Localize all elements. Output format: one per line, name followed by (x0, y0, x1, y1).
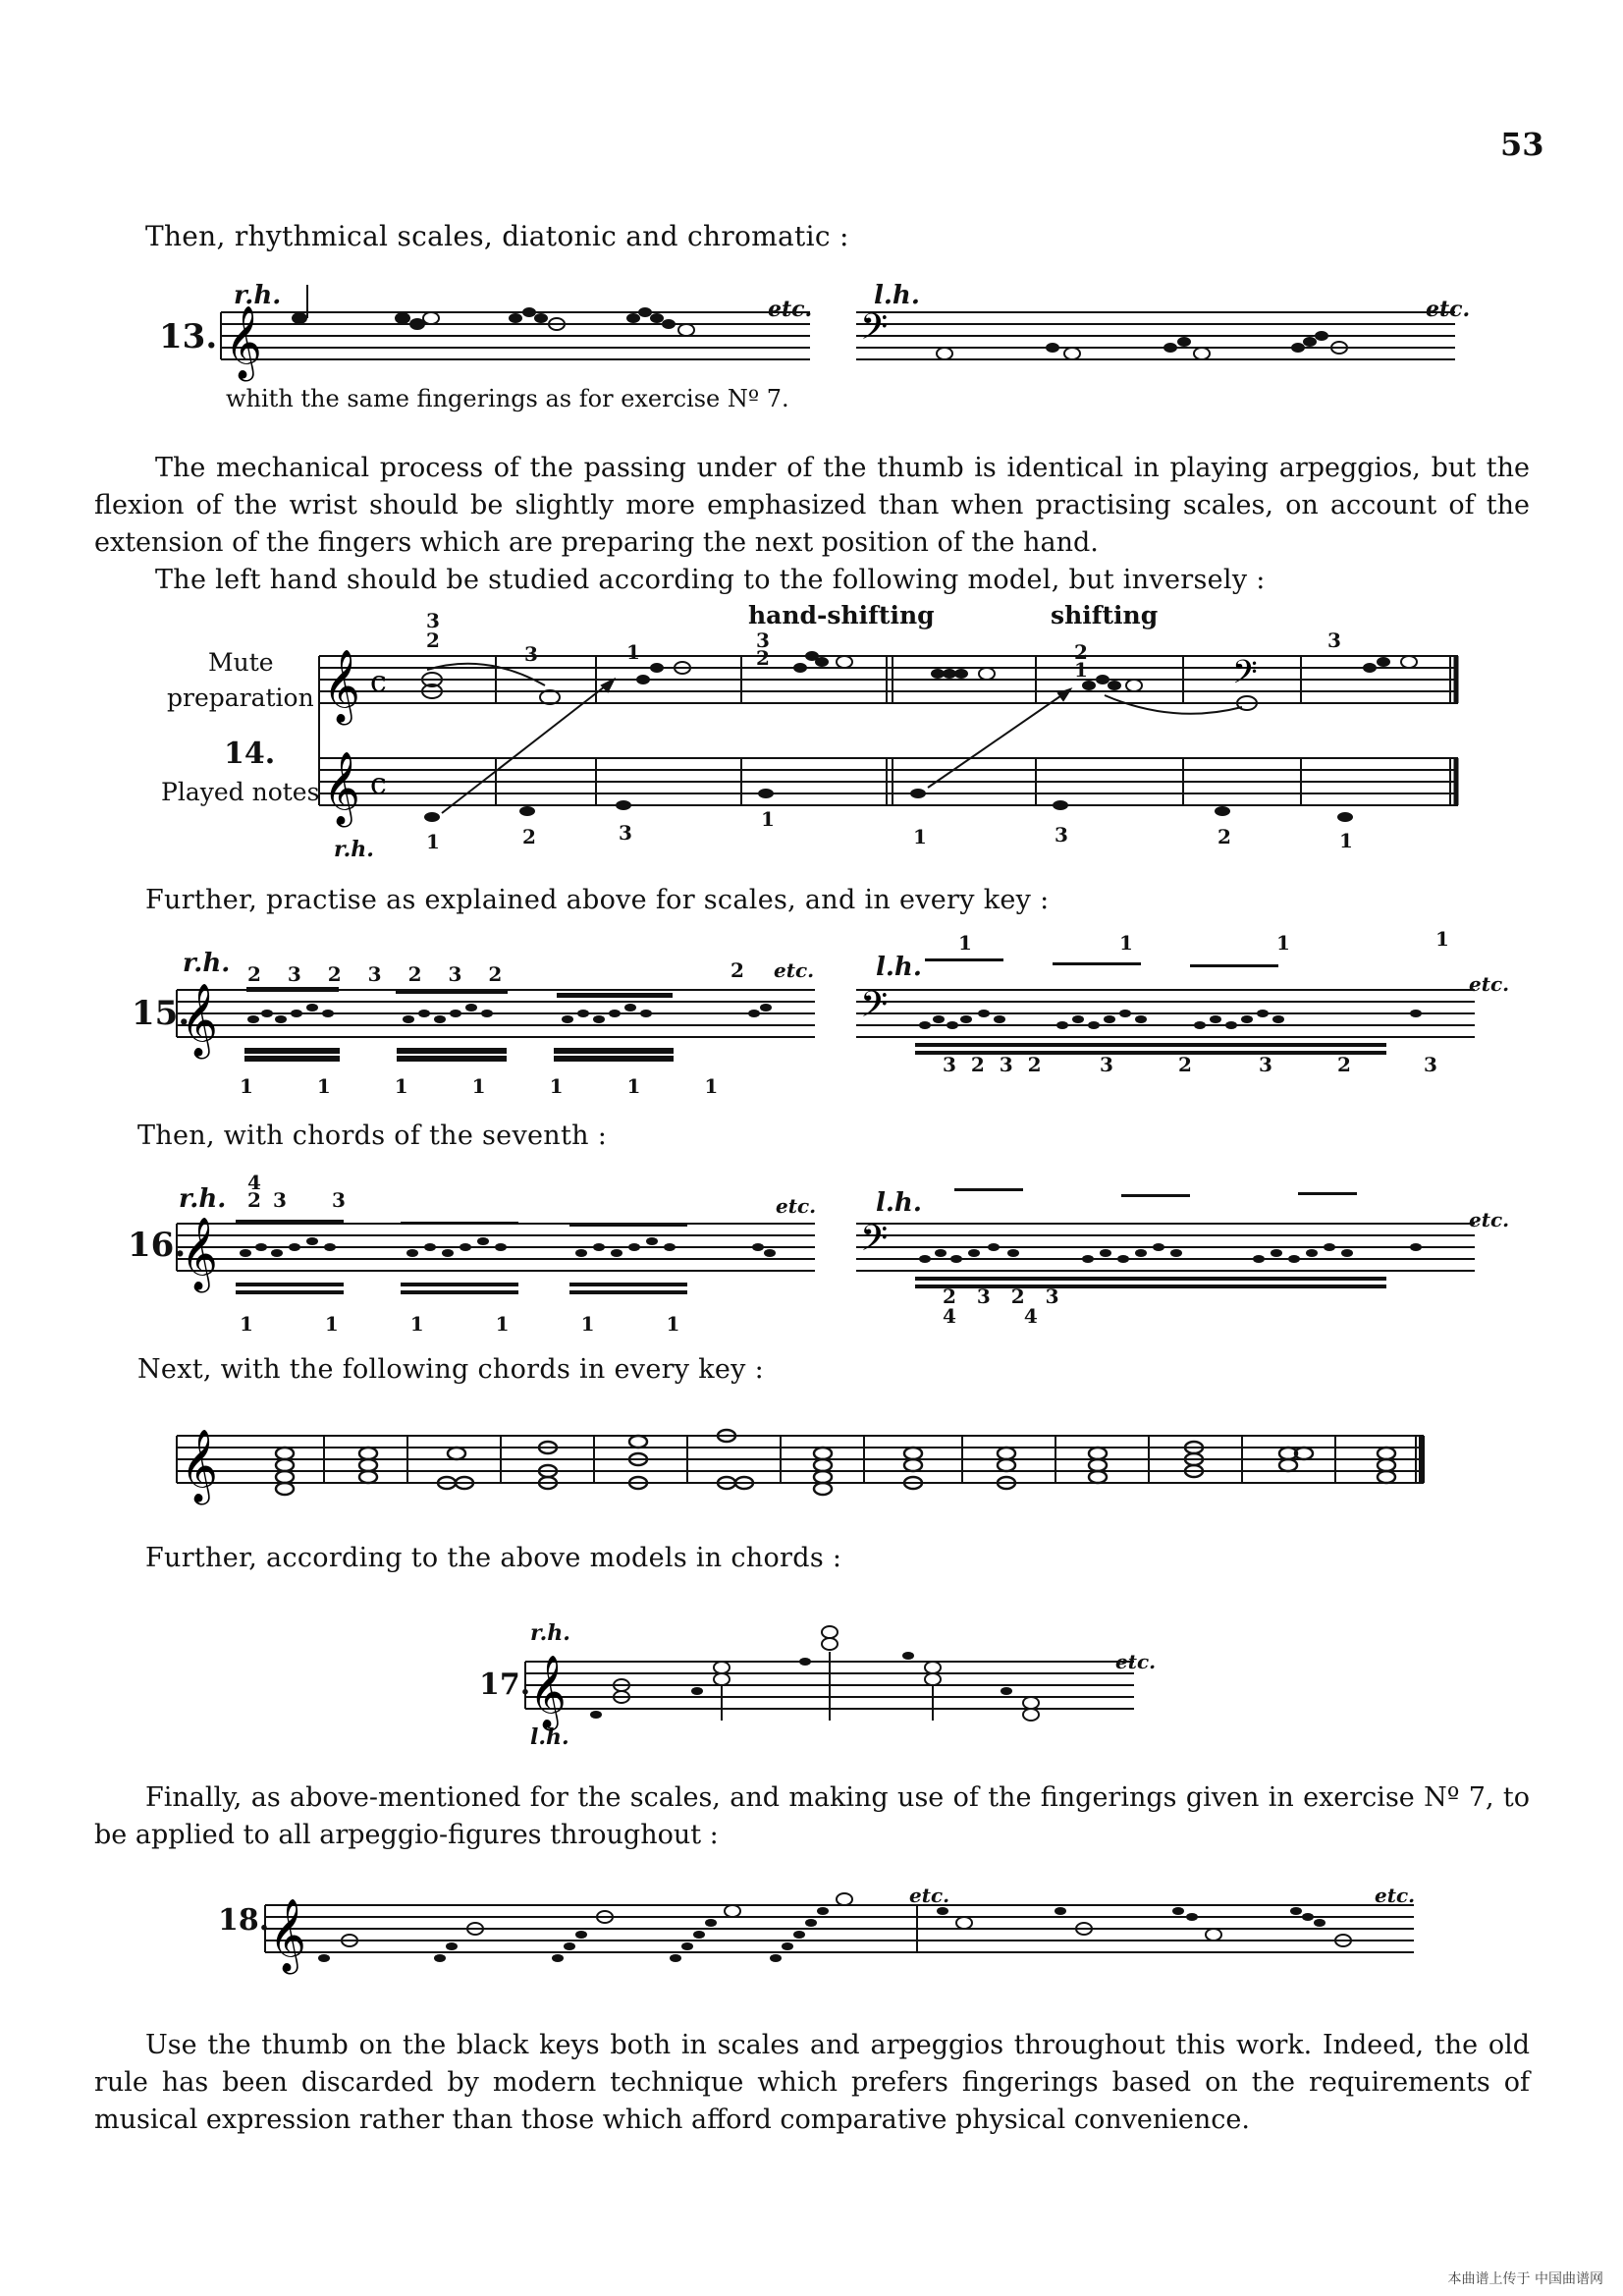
ex13-lh-label: l.h. (874, 281, 920, 310)
ex15-rh-top-f7: 2 (488, 962, 513, 986)
ex15-lh-bottom-fingering (943, 1053, 1042, 1076)
ex14-played-label: Played notes (161, 778, 320, 806)
svg-text:𝄢: 𝄢 (860, 306, 889, 356)
ex13-caption: whith the same fingerings as for exercise Nº 7. (226, 385, 789, 412)
ex15-lh-b1: 3 (943, 1053, 956, 1076)
ex16-rh-bottom-fingering (240, 1312, 679, 1336)
footer-watermark: 本曲谱上传于 中国曲谱网 (1447, 2271, 1603, 2287)
ex15-rh-top-f3: 2 (327, 962, 352, 986)
ex16-rh-b3: 1 (409, 1312, 424, 1336)
ex15-rh-top-f4: 3 (367, 962, 392, 986)
ex16-rh-top-f2: 2 (247, 1188, 261, 1212)
chords-staff (177, 1430, 1424, 1503)
ex18-etc-2: etc. (1375, 1884, 1416, 1907)
ex15-etc-lh: etc. (1469, 972, 1510, 996)
ex14-finger-t1: 3 (426, 609, 440, 632)
ex15-rh-b3: 1 (394, 1074, 408, 1098)
ex14-finger-t2: 2 (426, 629, 440, 652)
ex16-lh-b3: 2 (1010, 1285, 1025, 1308)
ex15-rh-b7: 1 (704, 1074, 719, 1098)
ex16-lh-b2-2: 4 (1023, 1304, 1038, 1328)
svg-text:𝄞: 𝄞 (529, 1656, 567, 1728)
ex14-finger-t4: 1 (626, 640, 640, 664)
ex15-lh-b7: 3 (1259, 1053, 1272, 1076)
text-ex16-intro: Then, with chords of the seventh : (137, 1121, 608, 1151)
ex17-rh-label: r.h. (530, 1620, 570, 1646)
ex14-finger-t7: 3 (1327, 629, 1341, 652)
ex14-finger-b2: 2 (522, 825, 536, 848)
svg-text:𝄞: 𝄞 (269, 1899, 306, 1972)
svg-text:c: c (370, 767, 387, 801)
svg-text:𝄞: 𝄞 (323, 752, 360, 825)
ex17-etc: etc. (1115, 1650, 1157, 1673)
ex14-mute-label: Mute (208, 648, 274, 677)
ex15-lh-b9: 3 (1424, 1053, 1437, 1076)
ex14-finger-b7: 2 (1217, 825, 1231, 848)
ex16-rh-top-f1: 4 (247, 1171, 261, 1194)
ex15-rh-top-f5: 2 (407, 962, 432, 986)
ex16-rh-top-f3: 3 (273, 1188, 287, 1212)
intro-text: Then, rhythmical scales, diatonic and chromatic : (145, 220, 849, 252)
ex14-staff-played (319, 752, 1458, 825)
ex14-finger-b6: 3 (1055, 823, 1068, 847)
ex14-finger-t6: 2 (756, 646, 770, 670)
ex14-finger-b8: 1 (1339, 829, 1353, 852)
ex13-rh-label: r.h. (234, 281, 282, 310)
ex15-lh-b5: 3 (1100, 1053, 1113, 1076)
ex14-shifting-label: shifting (1051, 601, 1159, 629)
ex15-lh-t4: 1 (1435, 927, 1449, 951)
ex15-lh-b2: 2 (970, 1053, 985, 1076)
text-ex18-intro: Finally, as above-mentioned for the scales, and making use of the fingerings given in exercise Nº 7, to be applied to all arpeggio-figures throughout : (94, 1782, 1530, 1850)
ex15-etc-rh: etc. (774, 958, 815, 982)
exercise-17-number: 17. (479, 1667, 531, 1702)
ex16-etc-lh: etc. (1469, 1208, 1510, 1231)
ex15-rh-top-f2: 3 (287, 962, 311, 986)
exercise-16-number: 16. (128, 1226, 187, 1265)
ex14-finger-t5: 3 (756, 629, 770, 652)
svg-text:𝄞: 𝄞 (181, 1218, 218, 1290)
ex15-rh-b5: 1 (549, 1074, 564, 1098)
ex17-lh-label: l.h. (530, 1724, 569, 1750)
svg-text:𝄞: 𝄞 (181, 984, 218, 1057)
ex16-etc-rh: etc. (776, 1194, 817, 1218)
svg-text:𝄞: 𝄞 (225, 306, 262, 379)
ex14-finger-b1: 1 (426, 830, 440, 853)
paragraph-arpeggio-thumb: The mechanical process of the passing under of the thumb is identical in playing arpeggios, but the flexion of the wrist should be slightly more emphasized than when practising scales, on account of the extension of the fingers which are preparing the next position of the hand. (94, 453, 1530, 558)
ex14-finger-t3: 3 (524, 642, 538, 666)
text-ex15-intro: Further, practise as explained above for scales, and in every key : (145, 885, 1050, 915)
ex15-lh-b4: 2 (1027, 1053, 1042, 1076)
ex18-staff (265, 1899, 1414, 1972)
ex16-rh-b1: 1 (240, 1312, 253, 1336)
ex15-rh-b1: 1 (240, 1074, 253, 1098)
ex16-lh-label: l.h. (876, 1188, 922, 1218)
ex16-lh-b2: 3 (976, 1285, 991, 1308)
ex15-staff-treble (177, 984, 815, 1057)
ex16-rh-b4: 1 (495, 1312, 510, 1336)
ex14-staff-mute (319, 650, 1458, 723)
ex15-lh-b6: 2 (1178, 1053, 1192, 1076)
svg-text:𝄢: 𝄢 (860, 984, 889, 1034)
ex15-lh-b8: 2 (1337, 1053, 1351, 1076)
ex15-lh-label: l.h. (876, 953, 922, 982)
ex16-rh-b2: 1 (324, 1312, 339, 1336)
ex16-rh-label: r.h. (179, 1184, 227, 1214)
ex16-staff-treble (177, 1218, 815, 1290)
ex15-rh-b4: 1 (471, 1074, 486, 1098)
paragraph-thumb-black-keys: Use the thumb on the black keys both in scales and arpeggios throughout this work. Indeed, the old rule has been discarded by modern technique which prefers fingerings based on the requirements of musical expression rather than those which afford comparative physical convenience. (94, 2030, 1530, 2135)
paragraph-left-hand: The left hand should be studied according to the following model, but inversely : (155, 565, 1266, 595)
page-number: 53 (1500, 126, 1544, 163)
ex14-finger-b4: 1 (761, 807, 775, 831)
svg-text:c: c (370, 665, 387, 699)
exercise-18-number: 18. (218, 1903, 270, 1938)
ex16-rh-b6: 1 (666, 1312, 680, 1336)
ex15-rh-bottom-fingering (240, 1074, 718, 1098)
text-next-chords: Next, with the following chords in every key : (137, 1354, 765, 1385)
ex15-rh-top-f8: 2 (730, 958, 744, 982)
ex14-hand-shifting-label: hand-shifting (748, 601, 935, 629)
ex14-preparation-label: preparation (167, 683, 314, 712)
svg-text:𝄢: 𝄢 (1232, 654, 1258, 699)
ex15-lh-b3: 3 (999, 1053, 1013, 1076)
ex15-staff-bass (856, 984, 1475, 1049)
svg-text:𝄢: 𝄢 (860, 1218, 889, 1268)
ex15-rh-top-fingering (247, 962, 512, 986)
exercise-14-number: 14. (224, 737, 276, 771)
ex15-rh-b6: 1 (626, 1074, 641, 1098)
svg-text:𝄞: 𝄞 (181, 1430, 218, 1503)
ex14-finger-b3: 3 (619, 821, 632, 845)
ex14-finger-b5: 1 (913, 825, 927, 848)
ex16-rh-top-f4: 3 (332, 1188, 346, 1212)
ex15-rh-top-f1: 2 (247, 962, 271, 986)
ex15-lh-t2: 1 (1119, 931, 1133, 955)
ex18-etc-1: etc. (909, 1884, 950, 1907)
ex15-lh-t3: 1 (1276, 931, 1290, 955)
ex15-rh-b2: 1 (316, 1074, 331, 1098)
ex16-lh-b4: 3 (1045, 1285, 1059, 1308)
ex13-etc-rh: etc. (768, 297, 813, 322)
ex13-etc-lh: etc. (1426, 297, 1471, 322)
ex15-lh-t1: 1 (958, 931, 972, 955)
ex14-rh-label: r.h. (334, 837, 374, 862)
ex16-lh-b1: 2 (943, 1285, 956, 1308)
ex15-rh-label: r.h. (183, 949, 231, 978)
ex14-finger-t9: 1 (1074, 658, 1088, 682)
exercise-15-number: 15. (132, 994, 190, 1033)
exercise-13-number: 13. (159, 317, 218, 356)
ex15-rh-top-f6: 3 (448, 962, 472, 986)
text-ex17-intro: Further, according to the above models in chords : (145, 1543, 842, 1573)
ex13-staff-bass (856, 306, 1455, 371)
ex16-lh-bottom-fingering-2 (943, 1304, 1038, 1328)
ex14-finger-t8: 2 (1074, 640, 1088, 664)
svg-text:𝄞: 𝄞 (323, 650, 360, 723)
ex16-lh-b2-1: 4 (943, 1304, 956, 1328)
ex16-rh-b5: 1 (580, 1312, 595, 1336)
ex17-staff (525, 1656, 1134, 1728)
ex16-staff-bass (856, 1218, 1475, 1283)
